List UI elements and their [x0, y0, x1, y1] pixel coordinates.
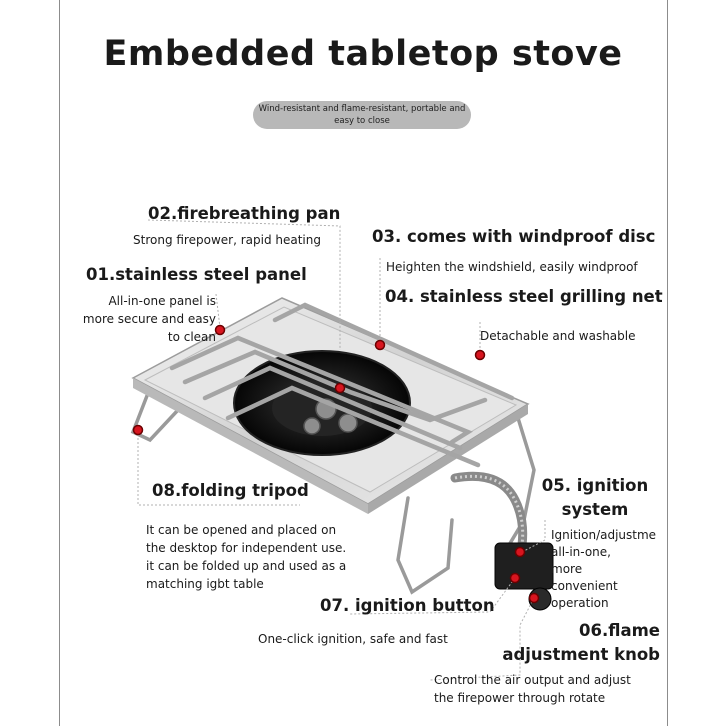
button-heading: 07. ignition button: [320, 596, 495, 615]
panel-desc: All-in-one panel is more secure and easy to clean: [82, 294, 216, 344]
disc-desc: Heighten the windshield, easily windproof: [386, 260, 638, 274]
net-desc: Detachable and washable: [480, 329, 636, 343]
marker-disc: [376, 341, 385, 350]
page-title: Embedded tabletop stove: [103, 34, 623, 74]
ignition-desc: Ignition/adjustme all-in-one, more convenient operation: [551, 528, 657, 610]
gas-hose: [455, 476, 523, 545]
marker-ignition: [516, 548, 525, 557]
marker-button: [511, 574, 520, 583]
marker-pan: [336, 384, 345, 393]
disc-heading: 03. comes with windproof disc: [372, 227, 656, 246]
tripod-heading: 08.folding tripod: [152, 481, 309, 500]
pan-desc: Strong firepower, rapid heating: [133, 233, 321, 247]
pan-heading: 02.firebreathing pan: [148, 204, 341, 223]
net-heading: 04. stainless steel grilling net: [385, 287, 663, 306]
button-desc: One-click ignition, safe and fast: [258, 632, 448, 646]
marker-tripod: [134, 426, 143, 435]
marker-net: [476, 351, 485, 360]
knob-desc: Control the air output and adjust the firepower through rotate: [434, 673, 631, 705]
subtitle-pill: Wind-resistant and flame-resistant, portable and easy to close: [253, 101, 471, 129]
marker-panel: [216, 326, 225, 335]
ignition-heading: 05. ignition system: [541, 476, 649, 519]
knob-heading: 06.flame adjustment knob: [502, 621, 660, 664]
panel-heading: 01.stainless steel panel: [86, 265, 307, 284]
tripod-desc: It can be opened and placed on the desktop for independent use. it can be folded up and used as a matching igbt table: [146, 523, 347, 591]
marker-knob: [530, 594, 539, 603]
